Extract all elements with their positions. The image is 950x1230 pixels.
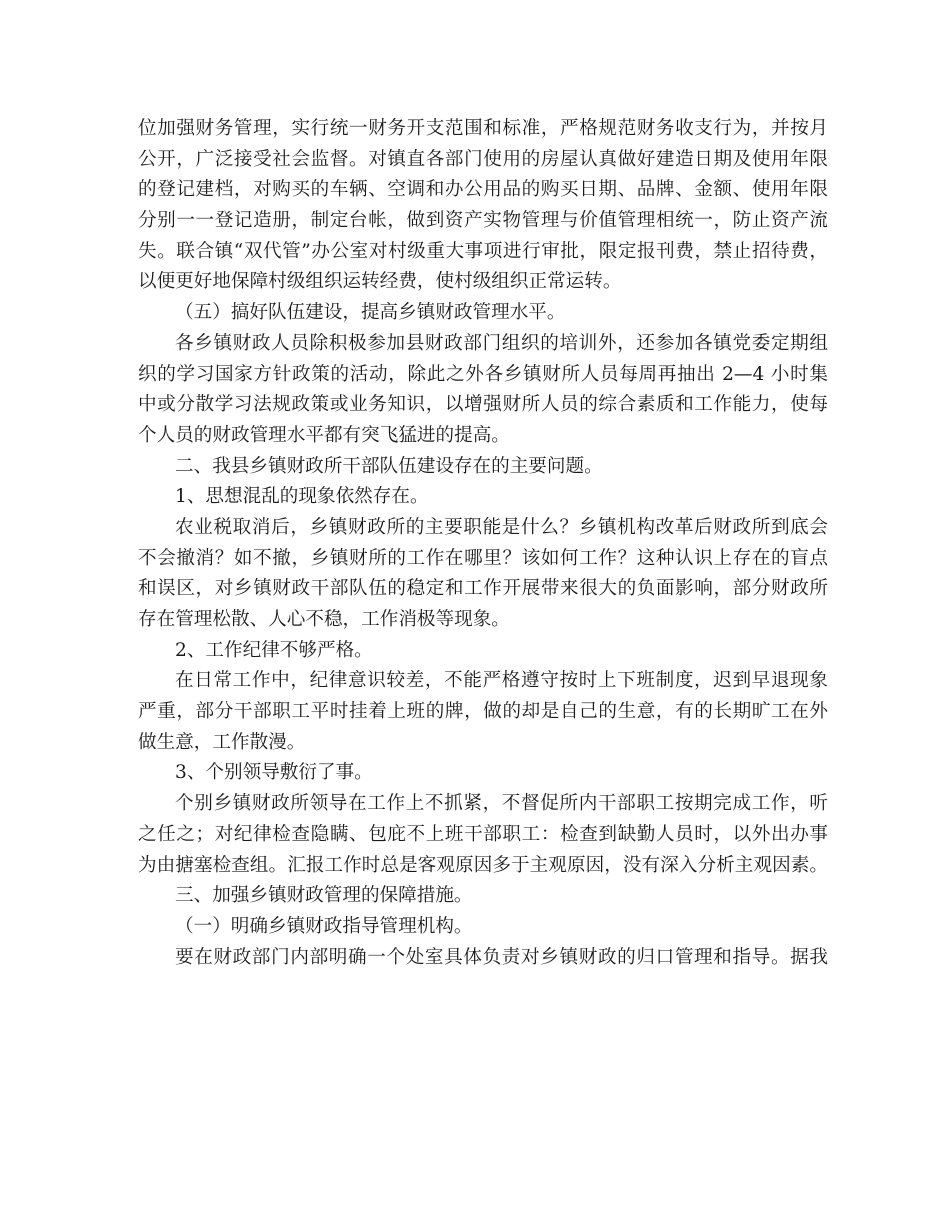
text-line: 二、我县乡镇财政所干部队伍建设存在的主要问题。 <box>175 455 603 477</box>
document-body <box>138 114 828 973</box>
text-line: 中或分散学习法规政策或业务知识，以增强财所人员的综合素质和工作能力，使每 <box>138 394 828 416</box>
text-line: 公开，广泛接受社会监督。对镇直各部门使用的房屋认真做好建造日期及使用年限 <box>138 148 828 170</box>
text-line: 的登记建档，对购买的车辆、空调和办公用品的购买日期、品牌、金额、使用年限 <box>138 179 828 201</box>
text-line: 为由搪塞检查组。汇报工作时总是客观原因多于主观原因，没有深入分析主观因素。 <box>138 854 828 876</box>
text-line: 失。联合镇“双代管”办公室对村级重大事项进行审批，限定报刊费，禁止招待费， <box>138 240 828 262</box>
text-line: 农业税取消后，乡镇财政所的主要职能是什么？乡镇机构改革后财政所到底会 <box>175 516 828 538</box>
text-line: 个别乡镇财政所领导在工作上不抓紧，不督促所内干部职工按期完成工作，听 <box>175 793 828 815</box>
text-line: 不会撤消？如不撤，乡镇财所的工作在哪里？该如何工作？这种认识上存在的盲点 <box>138 547 828 569</box>
text-line: 要在财政部门内部明确一个处室具体负责对乡镇财政的归口管理和指导。据我 <box>175 946 828 968</box>
text-line: 之任之；对纪律检查隐瞒、包庇不上班干部职工：检查到缺勤人员时，以外出办事 <box>138 823 828 845</box>
text-line: 和误区，对乡镇财政干部队伍的稳定和工作开展带来很大的负面影响，部分财政所 <box>138 578 828 600</box>
text-line: 1、思想混乱的现象依然存在。 <box>175 486 429 508</box>
text-line: 三、加强乡镇财政管理的保障措施。 <box>175 885 473 907</box>
text-line: 位加强财务管理，实行统一财务开支范围和标准，严格规范财务收支行为，并按月 <box>138 118 828 139</box>
text-line: 做生意，工作散漫。 <box>138 731 306 753</box>
text-line: 2、工作纪律不够严格。 <box>175 639 373 661</box>
text-line: （一）明确乡镇财政指导管理机构。 <box>175 915 473 937</box>
text-line: 在日常工作中，纪律意识较差，不能严格遵守按时上下班制度，迟到早退现象 <box>175 670 828 692</box>
text-line: 分别一一登记造册，制定台帐，做到资产实物管理与价值管理相统一，防止资产流 <box>138 210 828 232</box>
text-line: 存在管理松散、人心不稳，工作消极等现象。 <box>138 609 510 630</box>
text-line: 织的学习国家方针政策的活动，除此之外各乡镇财所人员每周再抽出 2—4 小时集 <box>138 363 828 385</box>
text-line: （五）搞好队伍建设，提高乡镇财政管理水平。 <box>175 302 566 324</box>
text-line: 个人员的财政管理水平都有突飞猛进的提高。 <box>138 424 510 446</box>
text-line: 3、个别领导敷衍了事。 <box>175 762 373 784</box>
text-line: 以便更好地保障村级组织运转经费，使村级组织正常运转。 <box>138 271 622 293</box>
text-line: 各乡镇财政人员除积极参加县财政部门组织的培训外，还参加各镇党委定期组 <box>175 332 828 354</box>
text-line: 严重，部分干部职工平时挂着上班的牌，做的却是自己的生意，有的长期旷工在外 <box>138 701 828 723</box>
